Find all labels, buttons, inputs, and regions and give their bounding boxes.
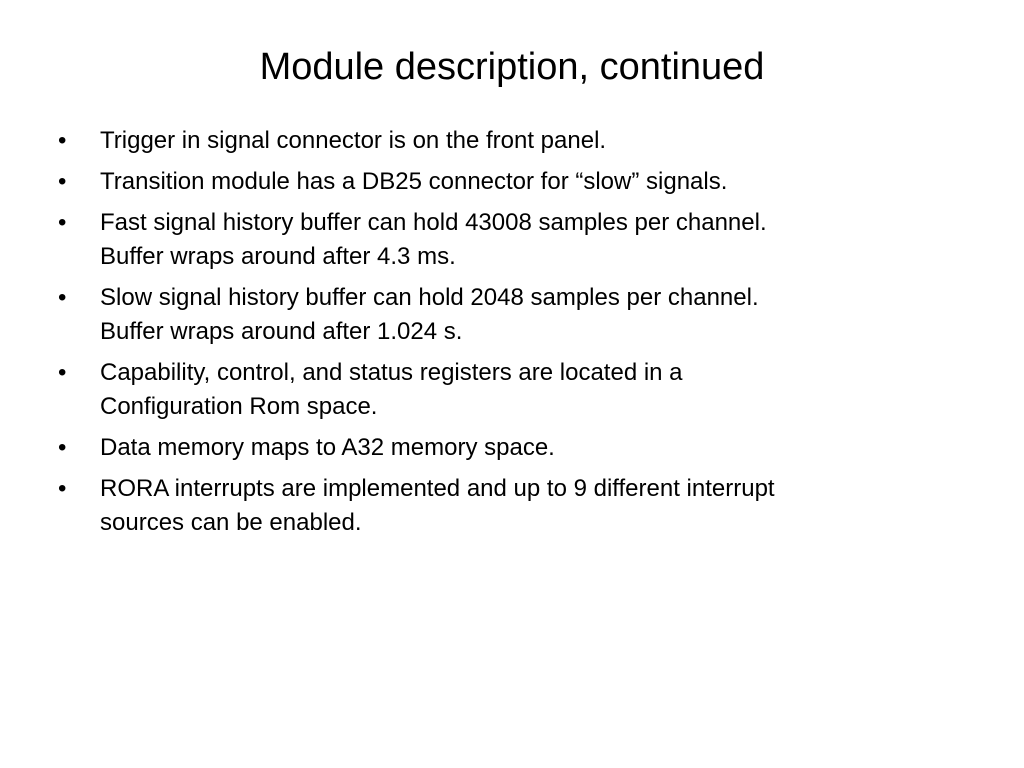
- bullet-marker: •: [58, 209, 67, 236]
- bullet-text-continuation: Buffer wraps around after 1.024 s.: [100, 318, 463, 345]
- bullet-item-slow-buffer: [58, 281, 958, 349]
- bullet-text-continuation: sources can be enabled.: [100, 509, 362, 536]
- bullet-item-data-memory: [58, 431, 958, 465]
- bullet-item-rora-interrupts: [58, 472, 958, 540]
- bullet-text-continuation: Buffer wraps around after 4.3 ms.: [100, 243, 456, 270]
- bullet-marker: •: [58, 359, 67, 386]
- bullet-text: Data memory maps to A32 memory space.: [100, 434, 555, 461]
- bullet-marker: •: [58, 168, 67, 195]
- bullet-item-fast-buffer: [58, 206, 958, 274]
- bullet-marker: •: [58, 284, 67, 311]
- bullet-text-continuation: Configuration Rom space.: [100, 393, 378, 420]
- bullet-text: Trigger in signal connector is on the front panel.: [100, 127, 607, 154]
- bullet-marker: •: [58, 434, 67, 461]
- bullet-text: RORA interrupts are implemented and up to 9 different interrupt: [100, 475, 775, 502]
- bullet-item-trigger-connector: [58, 124, 958, 158]
- bullet-text: Slow signal history buffer can hold 2048 samples per channel.: [100, 284, 759, 311]
- bullet-item-registers: [58, 356, 958, 424]
- bullet-list: [58, 124, 958, 547]
- bullet-marker: •: [58, 475, 67, 502]
- bullet-item-transition-module: [58, 165, 958, 199]
- bullet-text: Transition module has a DB25 connector for “slow” signals.: [100, 168, 728, 195]
- slide-title: Module description, continued: [259, 46, 765, 88]
- bullet-marker: •: [58, 127, 67, 154]
- bullet-text: Capability, control, and status registers are located in a: [100, 359, 683, 386]
- bullet-text: Fast signal history buffer can hold 43008 samples per channel.: [100, 209, 767, 236]
